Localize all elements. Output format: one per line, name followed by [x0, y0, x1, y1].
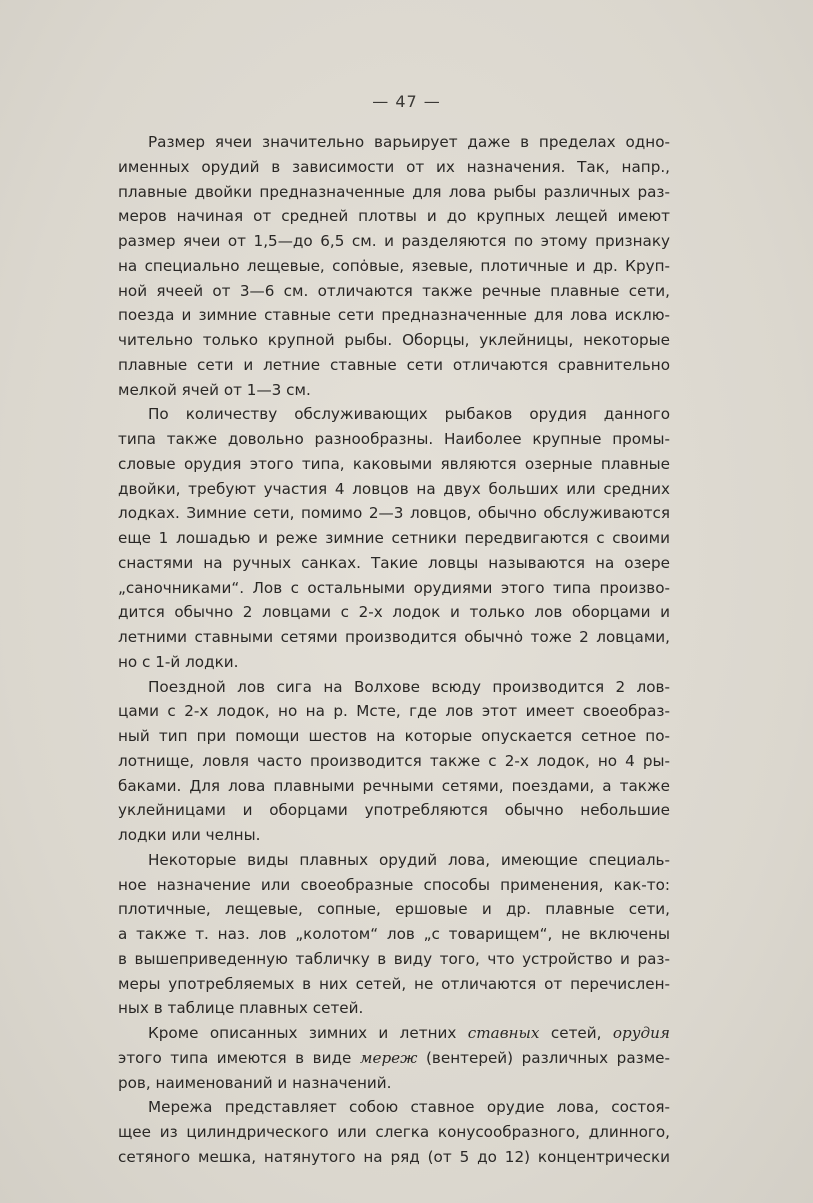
text-line: Некоторые виды плавных орудий лова, имеющие специаль- — [148, 850, 670, 869]
paragraph-4 — [118, 848, 670, 1021]
text-line: сетяного мешка, натянутого на ряд (от 5 до 12) концентрически — [118, 1147, 670, 1166]
text-line: лодки или челны. — [118, 826, 261, 844]
text-line: лотнище, ловля часто производится также с 2-х лодок, но 4 ры- — [118, 751, 670, 770]
text-line: баками. Для лова плавными речными сетями, поездами, а также — [118, 776, 670, 795]
text-line: именных орудий в зависимости от их назначения. Так, напр., — [118, 157, 670, 176]
text-line: ной ячеей от 3—6 см. отличаются также речные плавные сети, — [118, 281, 670, 300]
page-number: — 47 — — [372, 92, 441, 111]
text-line: Размер ячеи значительно варьирует даже в пределах одно- — [148, 133, 670, 151]
text-line: размер ячеи от 1,5—до 6,5 см. и разделяются по этому признаку — [118, 232, 670, 250]
text-line: в вышеприведенную табличку в виду того, что устройство и раз- — [118, 949, 670, 968]
text-line: Поездной лов сига на Волхове всюду производится 2 лов- — [148, 677, 670, 696]
text-line: „саночниками“. Лов с остальными орудиями этого типа произво- — [118, 578, 670, 597]
text-line: еще 1 лошадью и реже зимние сетники передвигаются с своими — [118, 529, 670, 547]
text-line: меров начиная от средней плотвы и до крупных лещей имеют — [118, 207, 670, 226]
text-line: меры употребляемых в них сетей, не отличаются от перечислен- — [118, 974, 670, 993]
text-line: уклейницами и оборцами употребляются обычно небольшие — [118, 801, 670, 820]
italic-term: орудия — [612, 1024, 670, 1042]
text-body — [118, 130, 670, 1170]
italic-term: мереж — [359, 1048, 418, 1067]
text-line: ное назначение или своеобразные способы применения, как-то: — [118, 875, 670, 894]
text-line: плотичные, лещевые, сопные, ершовые и др. плавные сети, — [118, 900, 670, 919]
text-line: летними ставными сетями производится обычнȯ тоже 2 ловцами, — [118, 628, 670, 646]
text-line: чительно только крупной рыбы. Оборцы, уклейницы, некоторые — [118, 331, 670, 349]
text-line: а также т. наз. лов „колотом“ лов „с товарищем“, не включены — [118, 925, 670, 943]
text-line: но с 1-й лодки. — [118, 652, 239, 671]
text-line: плавные двойки предназначенные для лова рыбы различных раз- — [118, 182, 670, 201]
text-line: снастями на ручных санках. Такие ловцы называются на озере — [118, 553, 670, 572]
text-line: ров, наименований и назначений. — [118, 1073, 392, 1092]
text-line: типа также довольно разнообразны. Наиболее крупные промы- — [118, 430, 670, 448]
text-run: Кроме описанных зимних и летних — [148, 1024, 468, 1042]
text-run: сетей, — [539, 1024, 613, 1042]
text-line: ных в таблице плавных сетей. — [118, 999, 364, 1018]
text-line: ный тип при помощи шестов на которые опускается сетное по- — [118, 727, 670, 745]
text-line: на специально лещевые, сопȯвые, язевые, плотичные и др. Круп- — [118, 256, 670, 275]
paragraph-1 — [118, 130, 670, 402]
text-line: лодках. Зимние сети, помимо 2—3 ловцов, обычно обслуживаются — [118, 504, 670, 523]
text-line: плавные сети и летние ставные сети отличаются сравнительно — [118, 355, 670, 374]
text-line: щее из цилиндрического или слегка конусообразного, длинного, — [118, 1123, 670, 1141]
text-line — [118, 1046, 670, 1071]
paragraph-3 — [118, 675, 670, 848]
text-run: (вентерей) различных разме- — [417, 1048, 670, 1067]
text-line: двойки, требуют участия 4 ловцов на двух больших или средних — [118, 479, 670, 498]
text-line — [118, 1021, 670, 1046]
text-line: поезда и зимние ставные сети предназначенные для лова исклю- — [118, 306, 670, 325]
text-line: словые орудия этого типа, каковыми являются озерные плавные — [118, 454, 670, 473]
paragraph-5 — [118, 1021, 670, 1095]
text-line: цами с 2-х лодок, но на р. Мсте, где лов этот имеет своеобраз- — [118, 702, 670, 721]
text-run: этого типа имеются в виде — [118, 1048, 360, 1067]
text-line: Мережа представляет собою ставное орудие лова, состоя- — [148, 1098, 670, 1117]
italic-term: ставных — [467, 1024, 540, 1042]
text-line: дится обычно 2 ловцами с 2-х лодок и только лов оборцами и — [118, 603, 670, 622]
text-line: По количеству обслуживающих рыбаков орудия данного — [148, 405, 670, 424]
paragraph-6 — [118, 1095, 670, 1169]
text-line: мелкой ячей от 1—3 см. — [118, 380, 311, 399]
paragraph-2 — [118, 402, 670, 674]
